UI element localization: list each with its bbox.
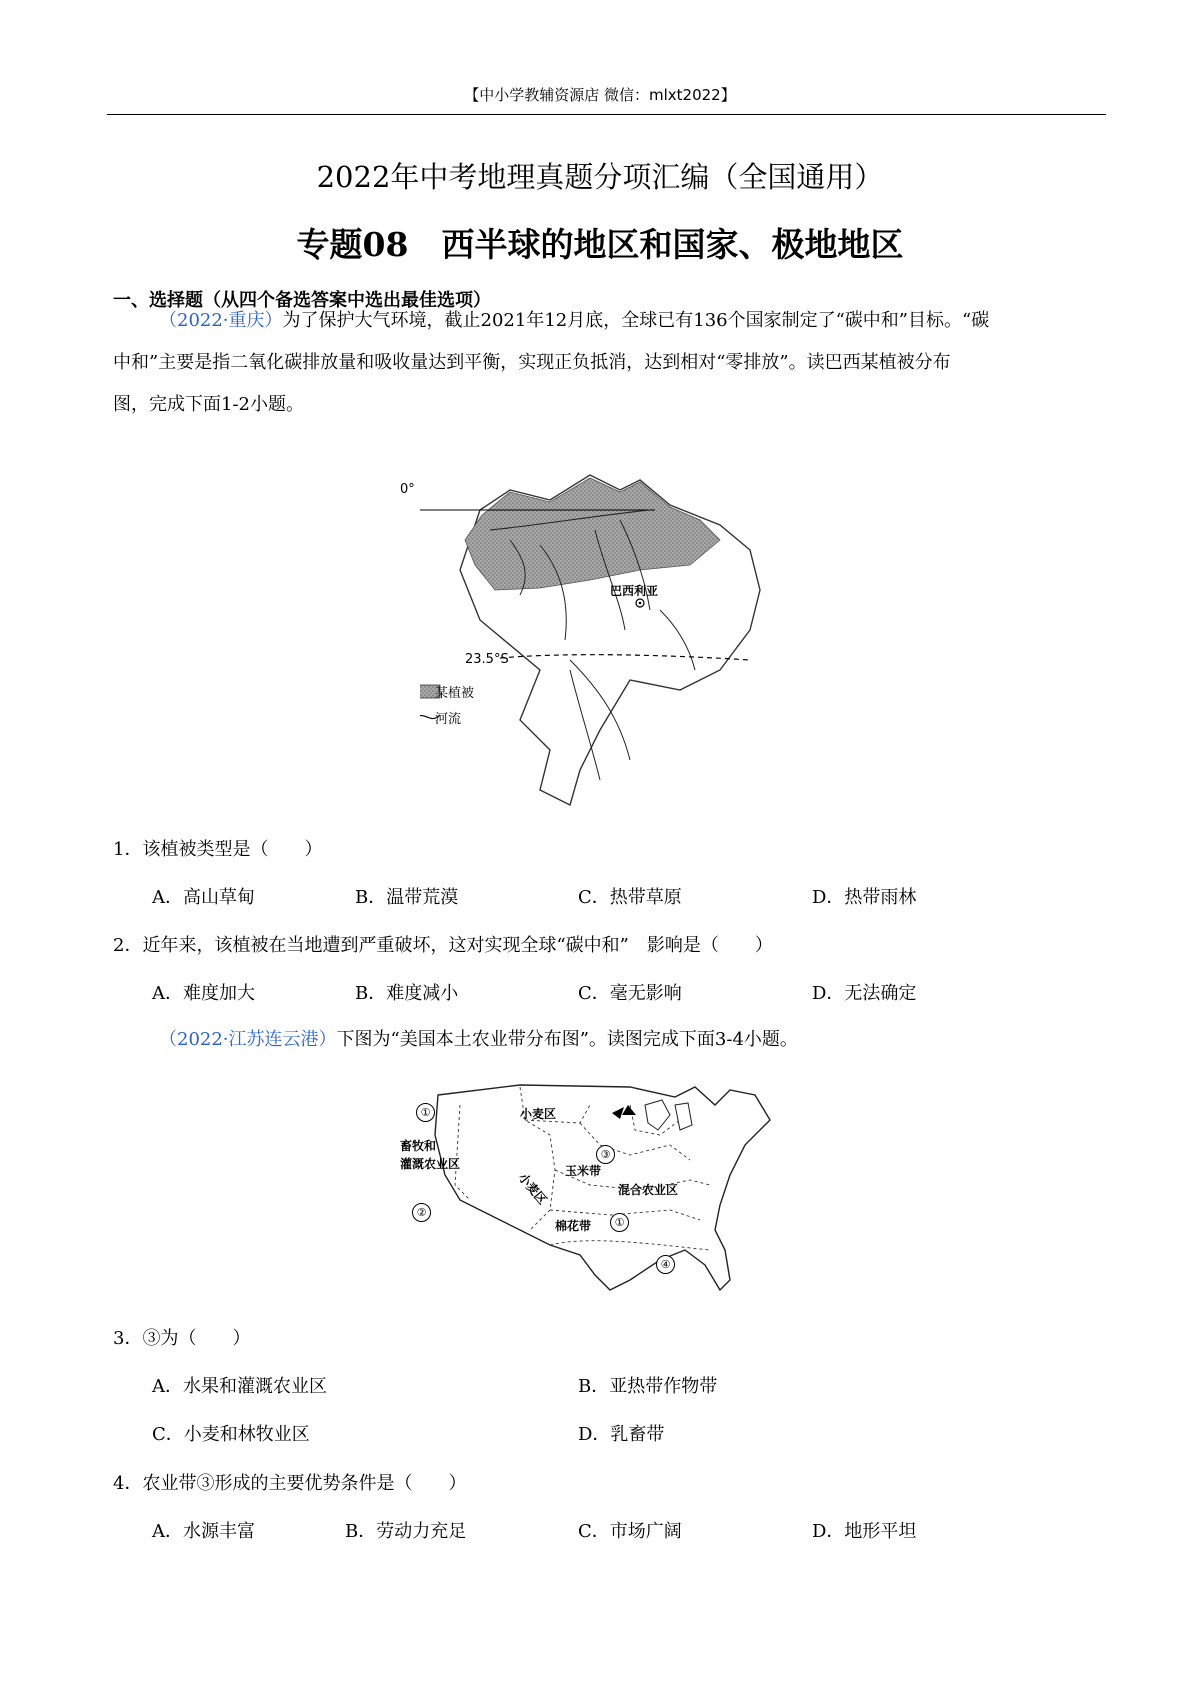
equator-label: 0° — [400, 482, 415, 497]
passage-1-line1: 为了保护大气环境，截止2021年12月底，全球已有136个国家制定了“碳中和”目标。“碳 — [282, 310, 990, 331]
q1-option-c: C．热带草原 — [578, 887, 682, 908]
mixed-farming-label: 混合农业区 — [618, 1183, 679, 1197]
brazil-map-drawing — [420, 470, 790, 810]
section-heading: 一、选择题（从四个备选答案中选出最佳选项） — [113, 290, 491, 311]
q4-option-a: A．水源丰富 — [152, 1521, 255, 1542]
corn-belt-label: 玉米带 — [565, 1164, 602, 1178]
passage-1-line3: 图，完成下面1-2小题。 — [113, 394, 304, 415]
q4-option-b: B．劳动力充足 — [345, 1521, 467, 1542]
marker-2: ② — [412, 1203, 431, 1222]
capital-label: 巴西利亚 — [610, 584, 659, 598]
us-agriculture-map — [400, 1075, 780, 1300]
marker-1-cotton: ① — [610, 1213, 629, 1232]
document-title: 2022年中考地理真题分项汇编（全国通用） — [316, 160, 884, 194]
q2-option-d: D．无法确定 — [812, 983, 917, 1004]
legend-river-label: 河流 — [435, 712, 462, 727]
q3-option-d: D．乳畜带 — [578, 1424, 665, 1445]
tropic-label: 23.5°S — [465, 652, 509, 667]
ranching-label-line2: 灌溉农业区 — [400, 1157, 461, 1171]
q4-option-c: C．市场广阔 — [578, 1521, 682, 1542]
q2-option-a: A．难度加大 — [152, 983, 255, 1004]
wheat-belt-south-label: 小麦区 — [515, 1170, 550, 1208]
ranching-label-line1: 畜牧和 — [400, 1139, 437, 1153]
passage-2 — [113, 1028, 1095, 1052]
page-header: 【中小学教辅资源店 微信：mlxt2022】 — [464, 86, 736, 104]
header-rule — [107, 114, 1106, 115]
passage-1 — [113, 300, 1095, 426]
wheat-belt-north-label: 小麦区 — [520, 1107, 557, 1121]
q2-option-c: C．毫无影响 — [578, 983, 682, 1004]
passage-2-text: 下图为“美国本土农业带分布图”。读图完成下面3-4小题。 — [336, 1029, 798, 1050]
brazil-vegetation-map — [400, 470, 790, 810]
passage-1-source: （2022·重庆） — [159, 310, 283, 331]
marker-1-west: ① — [416, 1103, 435, 1122]
marker-4: ④ — [656, 1255, 675, 1274]
q2-option-b: B．难度减小 — [355, 983, 459, 1004]
document-subtitle: 专题08 西半球的地区和国家、极地地区 — [296, 225, 904, 264]
q1-option-b: B．温带荒漠 — [355, 887, 459, 908]
question-3-stem: 3．③为（ ） — [113, 1328, 251, 1349]
q3-option-c: C．小麦和林牧业区 — [152, 1424, 310, 1445]
passage-1-line2: 中和”主要是指二氧化碳排放量和吸收量达到平衡，实现正负抵消，达到相对“零排放”。读巴西某植被分布 — [113, 352, 951, 373]
passage-2-source: （2022·江苏连云港） — [159, 1029, 337, 1050]
cotton-belt-label: 棉花带 — [555, 1219, 592, 1233]
q3-option-a: A．水果和灌溉农业区 — [152, 1376, 327, 1397]
q1-option-d: D．热带雨林 — [812, 887, 917, 908]
q1-option-a: A．高山草甸 — [152, 887, 255, 908]
us-map-drawing — [430, 1075, 780, 1300]
question-1-stem: 1．该植被类型是（ ） — [113, 839, 323, 860]
legend-vegetation-label: 某植被 — [435, 686, 475, 701]
question-4-stem: 4．农业带③形成的主要优势条件是（ ） — [113, 1473, 467, 1494]
q3-option-b: B．亚热带作物带 — [578, 1376, 718, 1397]
q4-option-d: D．地形平坦 — [812, 1521, 917, 1542]
question-2-stem: 2．近年来，该植被在当地遭到严重破坏，这对实现全球“碳中和” 影响是（ ） — [113, 935, 773, 956]
marker-3: ③ — [596, 1145, 615, 1164]
